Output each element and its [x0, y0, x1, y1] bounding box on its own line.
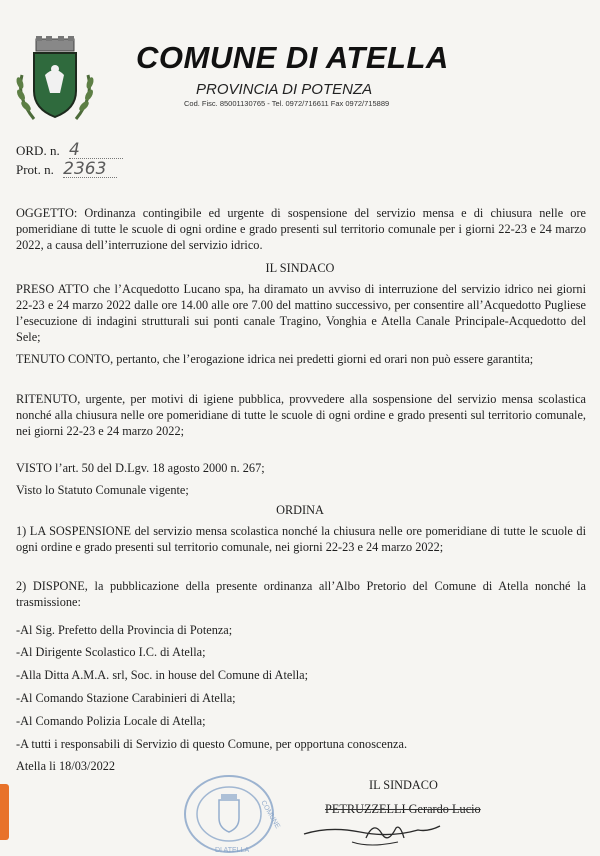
page-title: COMUNE DI ATELLA [136, 40, 449, 75]
fiscal-info: Cod. Fisc. 85001130765 - Tel. 0972/716611 Fax 0972/715889 [184, 99, 390, 108]
visto-art-line: VISTO l’art. 50 del D.Lgv. 18 agosto 2000 n. 267; [16, 461, 265, 475]
prot-label: Prot. n. [16, 162, 54, 177]
ord-label: ORD. n. [16, 143, 60, 158]
edge-marker [0, 784, 9, 840]
ord-number: 4 [69, 142, 123, 159]
municipal-crest-icon [12, 35, 98, 127]
point-2-paragraph: 2) DISPONE, la pubblicazione della presente ordinanza all’Albo Pretorio del Comune di Atella nonché la trasmissione: [16, 579, 586, 609]
signatory-name: PETRUZZELLI Gerardo Lucio [325, 802, 481, 816]
ordina-heading: ORDINA [276, 503, 324, 517]
prot-line [16, 161, 117, 178]
il-sindaco-heading: IL SINDACO [265, 261, 335, 275]
signature-title: IL SINDACO [369, 778, 438, 792]
recipient-item: -Al Dirigente Scolastico I.C. di Atella; [16, 645, 206, 659]
recipient-item: -Al Comando Polizia Locale di Atella; [16, 714, 206, 728]
handwritten-signature-icon [300, 812, 450, 852]
recipient-item: -Al Comando Stazione Carabinieri di Atella; [16, 691, 236, 705]
recipient-item: -Alla Ditta A.M.A. srl, Soc. in house del Comune di Atella; [16, 668, 309, 682]
recipient-item: -Al Sig. Prefetto della Provincia di Potenza; [16, 623, 233, 637]
recipient-item: -A tutti i responsabili di Servizio di questo Comune, per opportuna conoscenza. [16, 737, 408, 751]
date-line: Atella li 18/03/2022 [16, 759, 116, 773]
municipal-stamp-icon [181, 772, 281, 856]
visto-statuto-line: Visto lo Statuto Comunale vigente; [16, 483, 189, 497]
svg-text:DI ATELLA: DI ATELLA [215, 847, 250, 854]
point-1-paragraph: 1) LA SOSPENSIONE del servizio mensa scolastica nonché la chiusura nelle ore pomeridiane di tutte le scuole di ogni ordine e grado presenti sul territorio comunale, nei giorni 22-23 e 24 marzo 2022; [16, 524, 586, 554]
preso-atto-paragraph: PRESO ATTO che l’Acquedotto Lucano spa, ha diramato un avviso di interruzione del servizio idrico nei giorni 22-23 e 24 marzo 2022 dalle ore 14.00 alle ore 7.00 del mattino successivo, per consentire all’Acquedotto Pugliese l’esecuzione di indagini strutturali sui ponti canale Tragino, Vonghia e Atella Canale Principale-Acquedotto del Sele; [16, 282, 586, 344]
svg-text:COMUNE: COMUNE [259, 799, 281, 830]
prot-number: 2363 [63, 161, 117, 178]
province-subtitle: PROVINCIA DI POTENZA [196, 81, 373, 98]
oggetto-paragraph: OGGETTO: Ordinanza contingibile ed urgente di sospensione del servizio mensa e di chiusura nelle ore pomeridiane di tutte le scuole di ogni ordine e grado presenti sul territorio comunale per i giorni 22-23 e 24 marzo 2022, a causa dell’interruzione del servizio idrico. [16, 206, 586, 252]
tenuto-conto-paragraph: TENUTO CONTO, pertanto, che l’erogazione idrica nei predetti giorni ed orari non può essere garantita; [16, 352, 534, 366]
ritenuto-paragraph: RITENUTO, urgente, per motivi di igiene pubblica, provvedere alla sospensione del servizio mensa scolastica nonché alla chiusura nelle ore pomeridiane di tutte le scuole di ogni ordine e grado presenti sul territorio comunale, nei giorni 22-23 e 24 marzo 2022; [16, 392, 586, 438]
ord-line [16, 142, 123, 159]
